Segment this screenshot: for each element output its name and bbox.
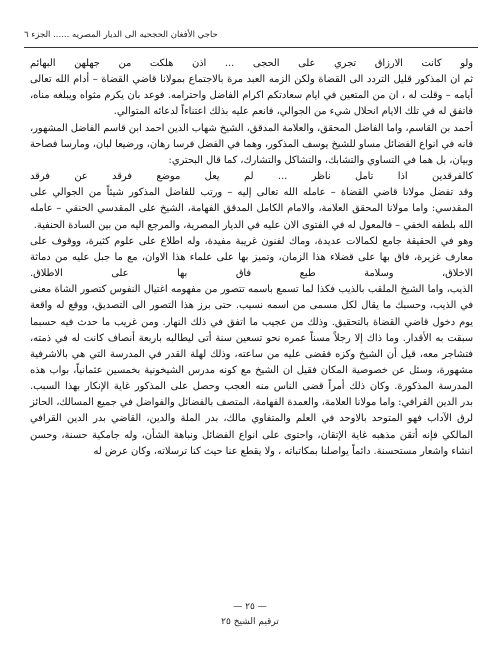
page-footer xyxy=(0,602,502,642)
page-number-separator: — ٢٥ — xyxy=(233,602,267,612)
header-rule xyxy=(24,47,478,48)
paragraph: الذيب، واما الشيخ الملقب بالذيب فكذا لما تسمع باسمه تتصور من مفهومه اغتيال النفوس كتصور الشاة معنى في الذيب، وحسبك ما يقال لكل مسمى من اسمه نسيب. حتى برز هذا التصور الى التصديق، ووقع له واقعة يوم دخول قاضي القضاة بالتحقيق. وذلك من عجيب ما اتفق في ذلك النهار. ومن غريب ما حدث فيه حسبما سبقت به الأقدار. وما ذاك إلا رجلاً مسناً عمره نحو تسعين سنة أتى ليطالبه باربعة أنصاف كانت له في ذمته، فتشاجر معه، قيل أن الشيخ وكزه فقضى عليه من ساعته، وذلك لهلة القدر في المدرسة التي هي بالاشرفية مشهورة، وسئل عن خصوصية المكان فقيل ان الشيخ مع كونه مدرس الشيخونية بخمسين عثمانياً، بواب هذه المدرسة المذكورة. وكان ذلك أمراً قضى الناس منه العجب وحصل على المذكور غاية الإنكار بهذا السبب. xyxy=(30,284,473,393)
verse-line: كالفرقدين اذا تامل ناظر ... لم يعل موضع فرقد عن فرقد xyxy=(30,171,473,183)
paragraph: وهو في الحقيقة جامع لكمالات عديدة، وماك لفنون غريبة مفيدة، وله اطلاع على علوم كثيرة، ووقوف على معارف غزيرة، فاق بها على قضلاء هذا الزمان، وتميز بها على علماء هذا الاوان، مع ما جبل عليه من دماثة الاخلاق، وسلامة طبع فاق بها على الاطلاق. xyxy=(30,235,473,280)
paragraph: ثم ان المذكور قليل التردد الى القضاة ولكن الزمه العبد مرة بالاجتماع بمولانا قاضي القضاة – أدام الله تعالى أيامه – وقلت له ، ان من المتعين في ايام سعادتكم اكرام الفاضل واحترامه. فوعد بان يكرم مثواه ويبلغه مناه، فاتفق له في تلك الايام انحلال شيء من الجوالي، فانعم عليه بذلك اعتناءاً لدعائه المتوالي. xyxy=(30,74,473,118)
body-text xyxy=(30,56,473,460)
running-header xyxy=(24,26,478,48)
header-title: حاجي الأفغان الحجحيه الى الديار المصريه ...... الجزء ٦ xyxy=(24,30,218,40)
paragraph: أحمد بن القاسم، واما الفاضل المحقق، والعلامة المدقق، الشيخ شهاب الدين احمد ابن قاسم الفاضل المشهور، فانه في انواع الفضائل مساو للشيخ يوسف المذكور، وهما في الفضل فرسا رهان، ورضيعا لبان، ومارسا فصاحة وبيان، بل هما في التساوي والتشابك، والتشاكل والتشارك، كما قال البحتري: xyxy=(30,122,473,166)
page-number-label: ترقيم الشيخ ٢٥ xyxy=(221,617,279,627)
verse-line: ولو كانت الارزاق تجري على الحجى ... اذن هلكت من جهلهن البهائم xyxy=(30,58,473,69)
paragraph: وقد تفضل مولانا قاضي القضاة – عامله الله تعالى إليه – ورتب للفاضل المذكور شيئاً من الجوالي على المقدسي: واما مولانا المحقق العلامة، والامام الكامل المدقق الفهامة، الشيخ على المقدسي الحنفي – عامله الله بلطفه الخفي – فالمعول له في الفتوى الان عليه في الديار المصرية، والمرجع اليه من بين السادة الحنفية. xyxy=(30,187,473,231)
paragraph: بدر الدين القرافي: واما مولانا العلامة، والعمدة الفهامة، المتصف بالفضائل والفواضل في جميع المسالك، الحائز لرق الآداب فهو المتوحد بالاوحد في العلم والمتفاوي مالك، بدر الملة والدين، القاضي بدر الدين القرافي المالكي فإنه أتقن مذهبه غاية الإتقان، واحتوى على انواع الفضائل ونباهة الشأن، وله جامكية حسنة، وحسن انشاء واشعار مستحسنة. دائماً يواصلنا بمكاتباته ، ولا يقطع عنا حيث كنا ترسلاته، وكان عرض له xyxy=(30,397,473,457)
